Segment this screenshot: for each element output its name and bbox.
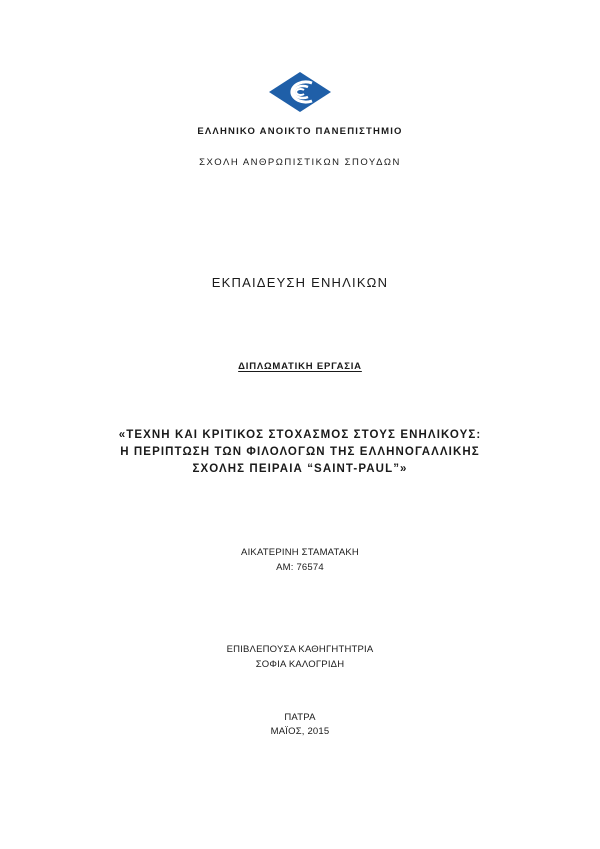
thesis-type-heading: ΔΙΠΛΩΜΑΤΙΚΗ ΕΡΓΑΣΙΑ [238, 361, 362, 372]
program-name: ΕΚΠΑΙΔΕΥΣΗ ΕΝΗΛΙΚΩΝ [211, 275, 389, 290]
submission-date: ΜΑΪΟΣ, 2015 [270, 726, 330, 737]
supervisor-name: ΣΟΦΙΑ ΚΑΛΟΓΡΙΔΗ [255, 659, 345, 670]
thesis-title-line: «ΤΕΧΝΗ ΚΑΙ ΚΡΙΤΙΚΟΣ ΣΤΟΧΑΣΜΟΣ ΣΤΟΥΣ ΕΝΗΛΙΚΟΥΣ: [118, 429, 482, 441]
thesis-title-line: Η ΠΕΡΙΠΤΩΣΗ ΤΩΝ ΦΙΛΟΛΟΓΩΝ ΤΗΣ ΕΛΛΗΝΟΓΑΛΛΙΚΗΣ [120, 446, 480, 458]
supervisor-role: ΕΠΙΒΛΕΠΟΥΣΑ ΚΑΘΗΓΗΤΗΤΡΙΑ [226, 644, 374, 655]
school-name: ΣΧΟΛΗ ΑΝΘΡΩΠΙΣΤΙΚΩΝ ΣΠΟΥΔΩΝ [199, 157, 401, 168]
author-name: ΑΙΚΑΤΕΡΙΝΗ ΣΤΑΜΑΤΑΚΗ [241, 547, 359, 558]
university-name: ΕΛΛΗΝΙΚΟ ΑΝΟΙΚΤΟ ΠΑΝΕΠΙΣΤΗΜΙΟ [197, 126, 403, 137]
author-registration-number: ΑΜ: 76574 [276, 562, 324, 573]
place: ΠΑΤΡΑ [284, 712, 316, 723]
thesis-title-line: ΣΧΟΛΗΣ ΠΕΙΡΑΙΑ “SAINT-PAUL”» [192, 463, 408, 475]
university-logo-icon [268, 71, 332, 113]
